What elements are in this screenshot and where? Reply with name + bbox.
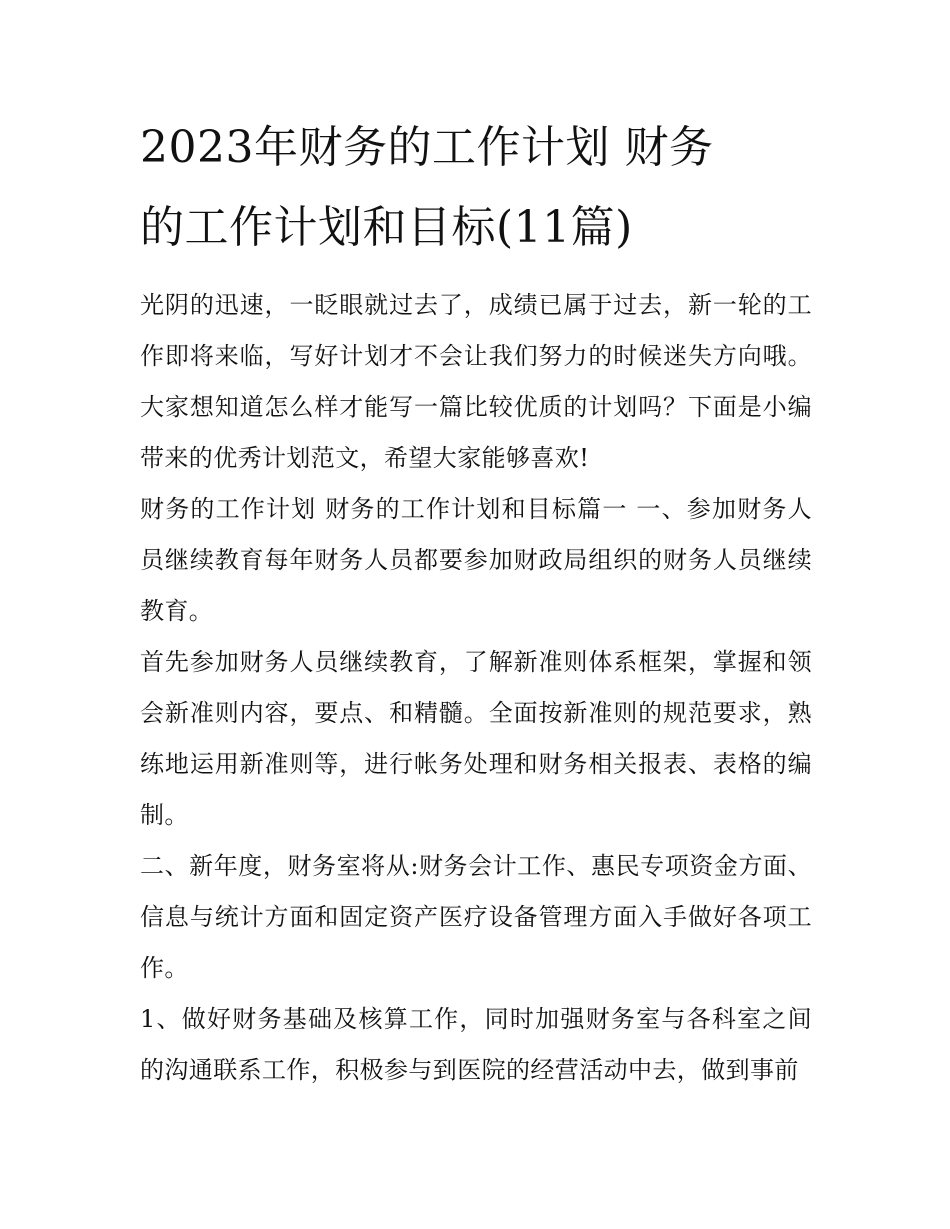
title-line-1: 2023年财务的工作计划 财务 <box>140 122 714 173</box>
paragraph-section-2: 二、新年度，财务室将从:财务会计工作、惠民专项资金方面、信息与统计方面和固定资产医疗设备管理方面入手做好各项工作。 <box>140 852 812 982</box>
paragraph-item-1: 1、做好财务基础及核算工作，同时加强财务室与各科室之间的沟通联系工作，积极参与到医院的经营活动中去，做到事前 <box>140 1005 812 1084</box>
document-title <box>140 108 812 268</box>
document-body <box>140 108 812 1096</box>
paragraph-intro: 光阴的迅速，一眨眼就过去了，成绩已属于过去，新一轮的工作即将来临，写好计划才不会让我们努力的时候迷失方向哦。大家想知道怎么样才能写一篇比较优质的计划吗？下面是小编带来的优秀计划范文，希望大家能够喜欢! <box>140 291 812 472</box>
title-line-2: 的工作计划和目标(11篇) <box>140 202 633 253</box>
paragraph-continuing-education: 首先参加财务人员继续教育，了解新准则体系框架，掌握和领会新准则内容，要点、和精髓。全面按新准则的规范要求，熟练地运用新准则等，进行帐务处理和财务相关报表、表格的编制。 <box>140 648 812 829</box>
paragraph-section-1: 财务的工作计划 财务的工作计划和目标篇一 一、参加财务人员继续教育每年财务人员都要参加财政局组织的财务人员继续教育。 <box>140 495 812 625</box>
